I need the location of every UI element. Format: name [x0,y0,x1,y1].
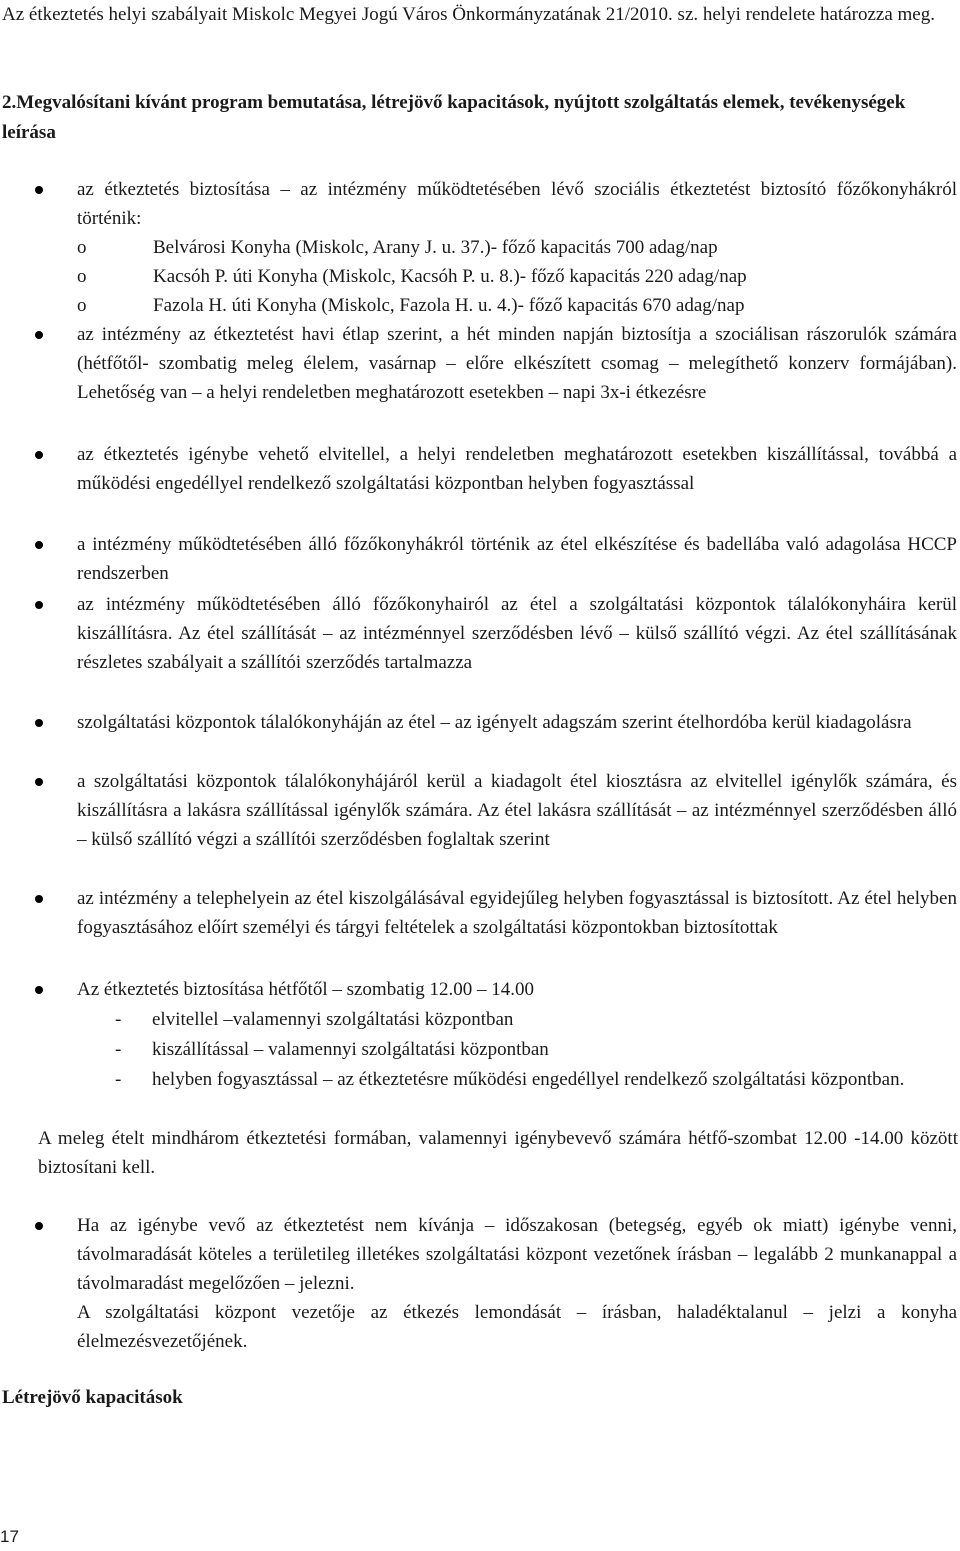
intro-text: Az étkeztetés helyi szabályait Miskolc Megyei Jogú Város Önkormányzatának 21/2010. sz. helyi rendelete határozza meg. [2,4,935,25]
bullet-icon [35,719,43,727]
service-mode-text: helyben fogyasztással – az étkeztetésre működési engedéllyel rendelkező szolgáltatási központban. [152,1069,905,1090]
dash-bullet-icon: - [115,1009,122,1030]
list-item [77,1211,957,1298]
list-item-text: szolgáltatási központok tálalókonyháján az étel – az igényelt adagszám szerint ételhordóba kerül kiadagolásra [77,712,912,733]
list-item-text: a intézmény működtetésében álló főzőkonyhákról történik az étel elkészítése és badellába való adagolása HCCP rendszerben [77,534,957,584]
bullet-icon [35,986,43,994]
bullet-icon [35,778,43,786]
list-item-text: Az étkeztetés biztosítása hétfőtől – szombatig 12.00 – 14.00 [77,979,534,1000]
list-item-text: az intézmény működtetésében álló főzőkonyhairól az étel a szolgáltatási központok tálalókonyháira kerül kiszállításra. Az étel szállítását – az intézménnyel szerződésben lévő – külső szállító végzi. Az étel szállításának részletes szabályait a szállítói szerződés tartalmazza [77,594,957,673]
list-item [77,530,957,588]
kitchen-item-text: Fazola H. úti Konyha (Miskolc, Fazola H. u. 4.)- főző kapacitás 670 adag/nap [153,295,745,316]
list-item-text: az intézmény a telephelyein az étel kiszolgálásával egyidejűleg helyben fogyasztással is biztosított. Az étel helyben fogyasztásához előírt személyi és tárgyi feltételek a szolgáltatási központokban biztosítottak [77,888,957,938]
dash-bullet-icon: - [115,1039,122,1060]
circle-bullet-icon: o [77,237,87,258]
bullet-icon [35,331,43,339]
list-item [77,884,957,942]
bullet-icon [35,541,43,549]
bullet-icon [35,895,43,903]
list-item-text: az intézmény az étkeztetést havi étlap szerint, a hét minden napján biztosítja a szociálisan rászorulók számára (hétfőtől- szombatig meleg élelem, vasárnap – előre elkészített csomag – melegíthető konzerv formájában). Lehetőség van – a helyi rendeletben meghatározott esetekben – napi 3x-i étkezésre [77,324,957,403]
circle-bullet-icon: o [77,266,87,287]
list-item-text: a szolgáltatási központok tálalókonyhájáról kerül a kiadagolt étel kiosztásra az elvitellel igénylők számára, és kiszállításra a lakásra szállítással igénylők számára. Az étel lakásra szállítását – az intézménnyel szerződésben álló – külső szállító végzi a szállítói szerződésben foglaltak szerint [77,771,957,850]
bullet-icon [35,186,43,194]
bullet-icon [35,451,43,459]
list-item-text: az étkeztetés biztosítása – az intézmény működtetésében lévő szociális étkeztetést biztosító főzőkonyhákról történik: [77,179,957,229]
list-item [77,175,957,233]
service-mode-text: elvitellel –valamennyi szolgáltatási központban [152,1009,514,1030]
list-item [77,767,957,854]
bullet-icon [35,1222,43,1230]
bullet-icon [35,601,43,609]
kitchen-item-text: Belvárosi Konyha (Miskolc, Arany J. u. 37.)- főző kapacitás 700 adag/nap [153,237,718,258]
list-item [77,320,957,407]
body-paragraph: A szolgáltatási központ vezetője az étkezés lemondását – írásban, haladéktalanul – jelzi a konyha élelmezésvezetőjének. [77,1302,957,1352]
list-item-text: az étkeztetés igénybe vehető elvitellel, a helyi rendeletben meghatározott esetekben kiszállítással, továbbá a működési engedéllyel rendelkező szolgáltatási központban helyben fogyasztással [77,444,957,494]
list-item [77,590,957,677]
list-item-text: Ha az igénybe vevő az étkeztetést nem kívánja – időszakosan (betegség, egyéb ok miatt) igénybe venni, távolmaradását köteles a területileg illetékes szolgáltatási központ vezetőnek írásban – legalább 2 munkanappal a távolmaradást megelőzően – jelezni. [77,1215,957,1294]
service-mode-text: kiszállítással – valamennyi szolgáltatási központban [152,1039,549,1060]
list-item [77,440,957,498]
page-number: 17 [0,1527,19,1546]
list-item [77,975,957,1004]
section-heading: 2.Megvalósítani kívánt program bemutatása, létrejövő kapacitások, nyújtott szolgáltatás elemek, tevékenységek leírása [2,92,906,143]
dash-bullet-icon: - [115,1069,122,1090]
kitchen-item-text: Kacsóh P. úti Konyha (Miskolc, Kacsóh P. u. 8.)- főző kapacitás 220 adag/nap [153,266,747,287]
body-paragraph: A meleg ételt mindhárom étkeztetési formában, valamennyi igénybevevő számára hétfő-szombat 12.00 -14.00 között biztosítani kell. [38,1128,958,1178]
circle-bullet-icon: o [77,295,87,316]
list-item [77,708,957,737]
subsection-heading: Létrejövő kapacitások [2,1387,183,1408]
